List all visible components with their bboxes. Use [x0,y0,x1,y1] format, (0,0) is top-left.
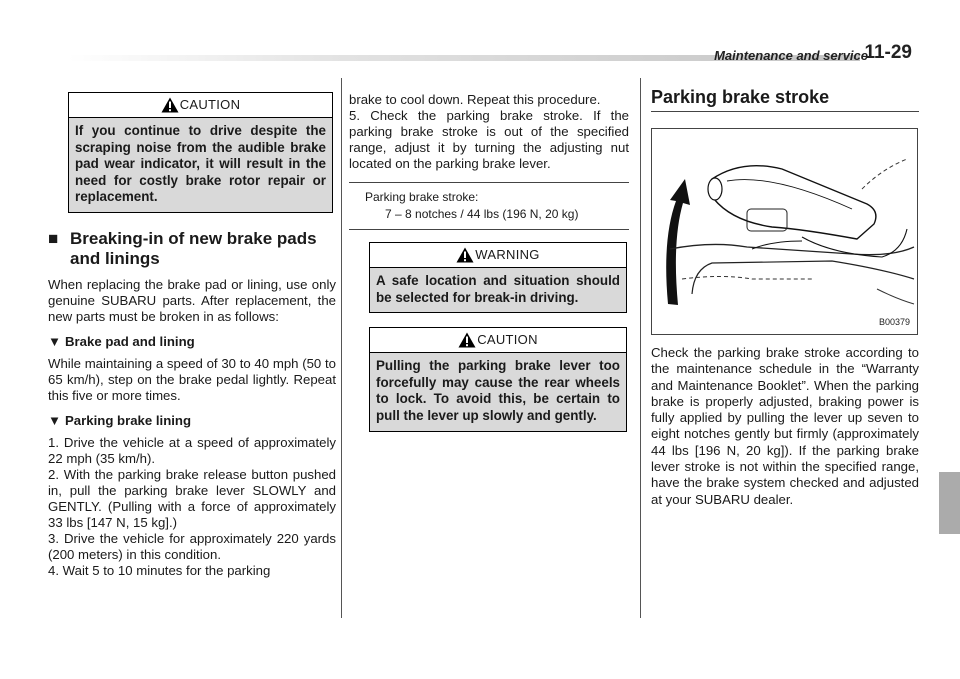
warning-text: A safe location and situation should be selected for break-in driving. [370,268,626,312]
step-item: 3. Drive the vehicle for approximately 220 yards (200 meters) in this condition. [48,530,336,562]
page-number: 11-29 [864,42,912,63]
warning-box [369,242,627,313]
header-section-title: Maintenance and service [714,48,868,63]
warning-triangle-icon [456,247,474,263]
triangle-bullet-icon: ▼ [48,333,62,349]
caution-label: CAUTION [179,97,241,112]
triangle-bullet-icon: ▼ [48,412,62,428]
warning-label: WARNING [475,247,540,262]
body-text: Check the parking brake stroke according to the maintenance schedule in the “Warranty and Maintenance Booklet”. When the parking brake is properly adjusted, braking power is fully applied by pulling the lever up seven to eight notches gently but firmly (approximately 44 lbs [196 N, 20 kg]). If the parking brake lever stroke is not within the specified range, have the brake system checked and adjusted at your SUBARU dealer. [651,345,919,507]
spec-label: Parking brake stroke: [365,190,479,204]
pad-text: While maintaining a speed of 30 to 40 mph (50 to 65 km/h), step on the brake pedal lightly. Repeat this five or more times. [48,355,336,403]
caution-box [68,92,333,213]
section-title: Parking brake stroke [651,89,919,112]
step-item: 1. Drive the vehicle at a speed of approximately 22 mph (35 km/h). [48,434,336,466]
column-divider [640,78,641,618]
warning-triangle-icon [161,97,179,113]
section-title: Breaking-in of new brake pads and linings [70,228,317,268]
step-item: 4. Wait 5 to 10 minutes for the parking [48,562,271,578]
column-middle [349,92,629,432]
parking-brake-lever-drawing [652,129,917,334]
step-item: 2. With the parking brake release button pushed in, pull the parking brake lever SLOWLY and GENTLY. (Pulling with a force of approximately 33 lbs [147 N, 15 kg].) [48,466,336,530]
spec-box [349,182,629,230]
caution-box [369,327,627,431]
continuation-text: brake to cool down. Repeat this procedure. [349,92,601,107]
figure-code: B00379 [878,317,910,327]
column-left [48,92,336,579]
chapter-tab [939,472,960,534]
column-right [651,89,919,508]
square-bullet-icon: ■ [48,228,59,248]
caution-label: CAUTION [477,332,538,348]
caution-text: Pulling the parking brake lever too forcefully may cause the rear wheels to lock. To avoid this, be certain to pull the lever up slowly and gently. [370,353,626,430]
spec-value: 7 – 8 notches / 44 lbs (196 N, 20 kg) [385,207,579,221]
step-item: 5. Check the parking brake stroke. If the parking brake stroke is out of the specified range, adjust it by turning the adjusting nut located on the parking brake lever. [349,108,629,171]
sub-heading-parking [48,413,336,429]
parking-brake-illustration [651,128,918,335]
sub-heading-title: Parking brake lining [65,412,192,428]
warning-triangle-icon [458,332,476,348]
sub-heading-title: Brake pad and lining [65,333,195,349]
section-heading [48,229,336,269]
sub-heading-pad [48,334,336,350]
section-intro: When replacing the brake pad or lining, use only genuine SUBARU parts. After replacement, the new parts must be broken in as follows: [48,276,336,324]
caution-text: If you continue to drive despite the scraping noise from the audible brake pad wear indicator, it will result in the need for costly brake rotor repair or replacement. [69,118,332,212]
column-divider [341,78,342,618]
